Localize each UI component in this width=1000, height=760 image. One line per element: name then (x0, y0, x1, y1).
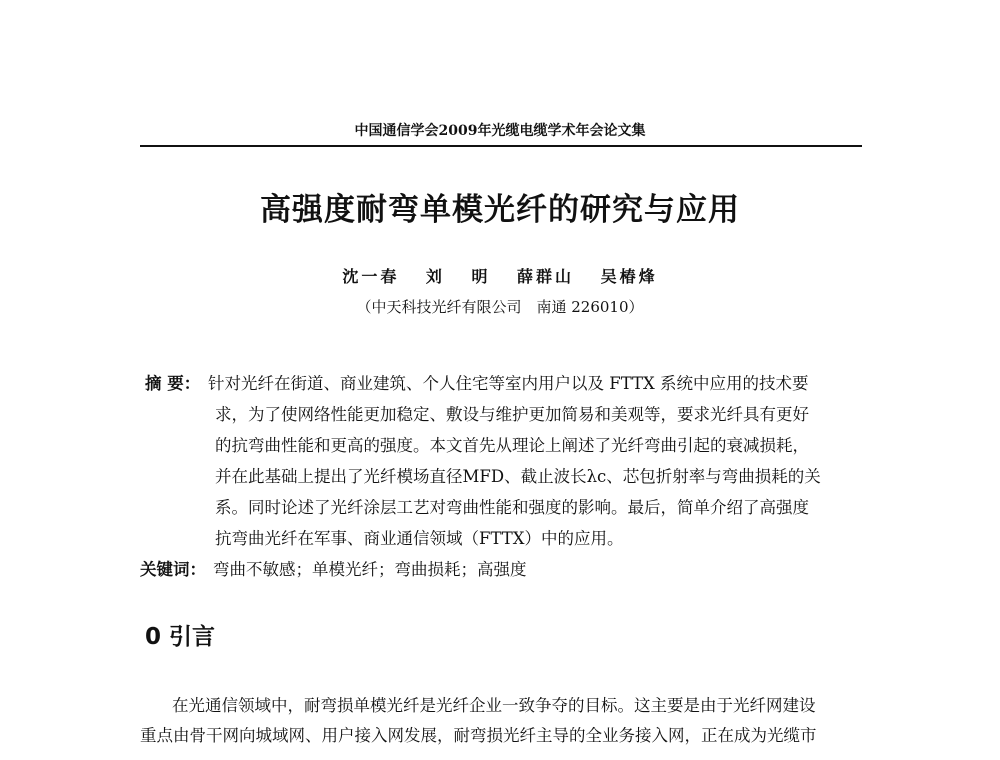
running-header: 中国通信学会2009年光缆电缆学术年会论文集 (354, 123, 646, 139)
abstract-label: 摘 要： (145, 374, 201, 393)
body-line: 重点由骨干网向城域网、用户接入网发展，耐弯损光纤主导的全业务接入网，正在成为光缆市 (140, 726, 817, 745)
abstract-line: 抗弯曲光纤在军事、商业通信领域（FTTX）中的应用。 (215, 529, 624, 548)
authors: 沈一春 刘 明 薛群山 吴椿烽 (342, 267, 658, 286)
keywords-label: 关键词： (140, 560, 206, 579)
affiliation: （中天科技光纤有限公司 南通 226010） (356, 298, 644, 316)
abstract-line: 求，为了使网络性能更加稳定、敷设与维护更加简易和美观等，要求光纤具有更好 (215, 405, 809, 424)
body-line: 在光通信领域中，耐弯损单模光纤是光纤企业一致争夺的目标。这主要是由于光纤网建设 (172, 696, 816, 715)
section-heading: 0 引言 (145, 624, 216, 650)
abstract-line: 系。同时论述了光纤涂层工艺对弯曲性能和强度的影响。最后，简单介绍了高强度 (215, 498, 809, 517)
keywords: 弯曲不敏感；单模光纤；弯曲损耗；高强度 (213, 560, 527, 579)
abstract-line: 针对光纤在街道、商业建筑、个人住宅等室内用户以及 FTTX 系统中应用的技术要 (208, 374, 809, 393)
abstract-line: 并在此基础上提出了光纤模场直径MFD、截止波长λc、芯包折射率与弯曲损耗的关 (215, 467, 821, 486)
header-rule (140, 145, 862, 147)
abstract-line: 的抗弯曲性能和更高的强度。本文首先从理论上阐述了光纤弯曲引起的衰减损耗， (215, 436, 809, 455)
paper-title: 高强度耐弯单模光纤的研究与应用 (260, 192, 740, 228)
